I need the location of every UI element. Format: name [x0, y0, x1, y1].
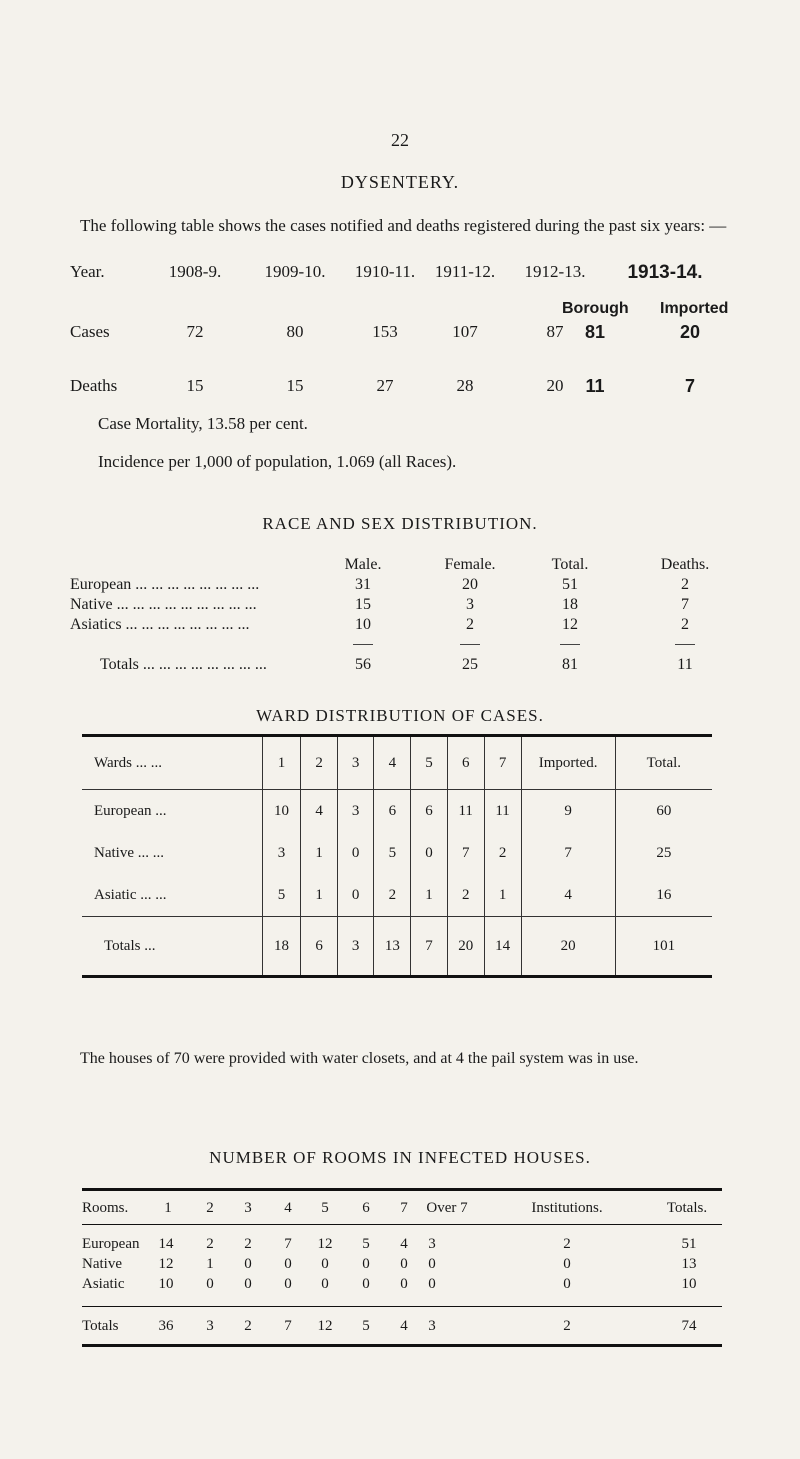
ward-cell: 14 [484, 917, 521, 977]
rooms-cell: Native [82, 1256, 122, 1272]
rooms-header: 7 [400, 1200, 408, 1216]
ward-cell: 3 [262, 832, 301, 874]
rooms-header: 2 [206, 1200, 214, 1216]
year-cell: 1910-11. [354, 262, 416, 281]
sum-rule [560, 644, 580, 645]
ward-cell: 10 [262, 790, 301, 833]
rooms-cell: 7 [284, 1318, 292, 1334]
deaths-label: Deaths [70, 376, 118, 395]
rooms-cell: 1 [206, 1256, 214, 1272]
rooms-header: 3 [244, 1200, 252, 1216]
ward-cell: 0 [411, 832, 448, 874]
rooms-cell: 3 [428, 1318, 436, 1334]
rooms-cell: 14 [158, 1236, 174, 1252]
ward-header: Wards ... ... [82, 736, 262, 790]
rooms-cell: 0 [244, 1276, 252, 1292]
ward-cell: 13 [374, 917, 411, 977]
ward-header-row [82, 736, 712, 790]
cases-label: Cases [70, 322, 110, 341]
rooms-cell: 0 [400, 1276, 408, 1292]
ward-row [82, 832, 712, 874]
ward-header: 3 [337, 736, 374, 790]
year-cell: 1911-12. [434, 262, 496, 281]
deaths-cell-imported: 7 [684, 376, 695, 396]
rooms-cell: 2 [563, 1236, 571, 1252]
ward-header: 6 [447, 736, 484, 790]
incidence: Incidence per 1,000 of population, 1.069 (all Races). [98, 452, 457, 471]
ward-cell: 7 [521, 832, 615, 874]
ward-cell: 11 [484, 790, 521, 833]
cases-cell: 80 [286, 322, 304, 341]
rooms-cell: 3 [206, 1318, 214, 1334]
ward-cell: 0 [337, 832, 374, 874]
rooms-cell: 51 [681, 1236, 697, 1252]
cases-cell: 87 [546, 322, 564, 341]
rooms-header: 1 [164, 1200, 172, 1216]
cases-cell: 72 [186, 322, 204, 341]
deaths-cell: 15 [186, 376, 204, 395]
ward-cell: 1 [301, 874, 338, 917]
race-header: Male. [344, 556, 382, 573]
rooms-cell: European [82, 1236, 140, 1252]
ward-cell: 0 [337, 874, 374, 917]
rooms-header-row [82, 1200, 722, 1220]
race-cell: 11 [677, 656, 693, 673]
race-row [0, 576, 800, 596]
rooms-cell: 0 [206, 1276, 214, 1292]
rooms-cell: 2 [244, 1236, 252, 1252]
rooms-top-rule [82, 1188, 722, 1191]
ward-cell: 6 [301, 917, 338, 977]
ward-cell: Native ... ... [94, 844, 164, 861]
ward-cell: 9 [521, 790, 615, 833]
rooms-row [82, 1236, 722, 1256]
rooms-cell: Totals [82, 1318, 119, 1334]
race-cell: 51 [562, 576, 578, 593]
rooms-cell: 12 [317, 1318, 333, 1334]
rooms-header: Institutions. [531, 1200, 603, 1216]
ward-header: 2 [301, 736, 338, 790]
rooms-cell: 10 [681, 1276, 697, 1292]
year-cell-current: 1913-14. [627, 262, 703, 283]
rooms-cell: 0 [428, 1276, 436, 1292]
deaths-cell: 20 [546, 376, 564, 395]
rooms-row [82, 1256, 722, 1276]
ward-cell: 3 [337, 790, 374, 833]
ward-cell: 2 [484, 832, 521, 874]
rooms-cell: 36 [158, 1318, 174, 1334]
houses-note: The houses of 70 were provided with water closets, and at 4 the pail system was in use. [80, 1050, 639, 1067]
race-cell: 7 [681, 596, 689, 613]
race-cell: 2 [681, 576, 689, 593]
race-cell: 2 [466, 616, 474, 633]
ward-cell: 11 [447, 790, 484, 833]
rooms-cell: 0 [563, 1276, 571, 1292]
rooms-cell: 0 [284, 1256, 292, 1272]
ward-header: 1 [262, 736, 301, 790]
rooms-cell: 7 [284, 1236, 292, 1252]
race-totals-label: Totals ... ... ... ... ... ... ... ... [100, 656, 267, 673]
rooms-cell: 74 [681, 1318, 697, 1334]
rooms-cell: 10 [158, 1276, 174, 1292]
ward-cell: Totals ... [82, 917, 262, 977]
rooms-cell: 12 [158, 1256, 174, 1272]
ward-cell: 2 [447, 874, 484, 917]
ward-cell: 1 [411, 874, 448, 917]
ward-cell: 16 [615, 874, 712, 917]
race-cell: 3 [466, 596, 474, 613]
rooms-cell: 0 [284, 1276, 292, 1292]
rooms-cell: 12 [317, 1236, 333, 1252]
ward-totals-row [82, 917, 712, 977]
race-label: European ... ... ... ... ... ... ... ... [70, 576, 260, 593]
imported-header: Imported [660, 300, 729, 317]
rooms-cell: 5 [362, 1236, 370, 1252]
race-cell: 2 [681, 616, 689, 633]
race-header: Total. [551, 556, 589, 573]
race-row [0, 616, 800, 636]
page-title: DYSENTERY. [340, 172, 460, 192]
race-label: Asiatics ... ... ... ... ... ... ... ... [70, 616, 250, 633]
ward-cell: 5 [374, 832, 411, 874]
borough-header: Borough [562, 300, 629, 317]
cases-cell-borough: 81 [584, 322, 606, 342]
race-row [0, 596, 800, 616]
deaths-cell: 28 [456, 376, 474, 395]
rooms-totals-row [82, 1318, 722, 1338]
rooms-header: 5 [321, 1200, 329, 1216]
ward-cell: 20 [521, 917, 615, 977]
rooms-bottom-rule [82, 1344, 722, 1347]
rooms-cell: 2 [206, 1236, 214, 1252]
race-cell: 15 [355, 596, 371, 613]
ward-header: 4 [374, 736, 411, 790]
ward-cell: 4 [301, 790, 338, 833]
sum-rule [353, 644, 373, 645]
race-cell: 10 [355, 616, 371, 633]
rooms-cell: Asiatic [82, 1276, 125, 1292]
rooms-row [82, 1276, 722, 1296]
case-mortality: Case Mortality, 13.58 per cent. [98, 414, 308, 433]
ward-section-title: WARD DISTRIBUTION OF CASES. [256, 706, 544, 725]
rooms-cell: 4 [400, 1236, 408, 1252]
rooms-cell: 0 [362, 1276, 370, 1292]
ward-cell: 20 [447, 917, 484, 977]
year-label: Year. [70, 262, 105, 281]
deaths-cell: 15 [286, 376, 304, 395]
ward-table [82, 734, 712, 978]
race-cell: 56 [355, 656, 371, 673]
rooms-cell: 0 [321, 1276, 329, 1292]
year-cell: 1912-13. [524, 262, 586, 281]
rooms-cell: 0 [321, 1256, 329, 1272]
race-header-row [0, 556, 800, 576]
ward-header: Imported. [521, 736, 615, 790]
rooms-cell: 13 [681, 1256, 697, 1272]
ward-cell: 3 [337, 917, 374, 977]
race-cell: 18 [562, 596, 578, 613]
ward-cell: 5 [262, 874, 301, 917]
rooms-header-rule [82, 1224, 722, 1225]
rooms-cell: 0 [428, 1256, 436, 1272]
ward-cell: 60 [615, 790, 712, 833]
sum-rule [675, 644, 695, 645]
rooms-cell: 0 [563, 1256, 571, 1272]
rooms-totals-rule [82, 1306, 722, 1307]
ward-header: 7 [484, 736, 521, 790]
intro-paragraph: The following table shows the cases notified and deaths registered during the past six years: — [80, 216, 727, 235]
rooms-header: Rooms. [82, 1200, 129, 1216]
ward-cell: 1 [301, 832, 338, 874]
race-cell: 25 [462, 656, 478, 673]
ward-row [82, 790, 712, 833]
race-cell: 31 [355, 576, 371, 593]
ward-header: 5 [411, 736, 448, 790]
year-cell: 1908-9. [168, 262, 222, 281]
years-header-row [0, 262, 800, 286]
ward-cell: 4 [521, 874, 615, 917]
cases-cell: 153 [372, 322, 398, 341]
race-section-title: RACE AND SEX DISTRIBUTION. [262, 514, 538, 533]
rooms-cell: 0 [362, 1256, 370, 1272]
race-cell: 20 [462, 576, 478, 593]
ward-cell: 25 [615, 832, 712, 874]
cases-cell: 107 [452, 322, 478, 341]
ward-header: Total. [615, 736, 712, 790]
race-cell: 12 [562, 616, 578, 633]
ward-cell: 101 [615, 917, 712, 977]
rooms-cell: 3 [428, 1236, 436, 1252]
rooms-header: 6 [362, 1200, 370, 1216]
ward-cell: 7 [411, 917, 448, 977]
rooms-cell: 4 [400, 1318, 408, 1334]
deaths-cell: 27 [376, 376, 394, 395]
rooms-cell: 5 [362, 1318, 370, 1334]
ward-cell: 2 [374, 874, 411, 917]
ward-cell: 18 [262, 917, 301, 977]
ward-cell: 1 [484, 874, 521, 917]
ward-cell: 7 [447, 832, 484, 874]
cases-row [0, 322, 800, 346]
deaths-cell-borough: 11 [585, 376, 605, 396]
rooms-header: 4 [284, 1200, 292, 1216]
rooms-section-title: NUMBER OF ROOMS IN INFECTED HOUSES. [209, 1148, 591, 1167]
rooms-cell: 0 [400, 1256, 408, 1272]
ward-cell: Asiatic ... ... [94, 886, 167, 903]
ward-cell: 6 [411, 790, 448, 833]
rooms-cell: 2 [244, 1318, 252, 1334]
race-label: Native ... ... ... ... ... ... ... ... ... [70, 596, 257, 613]
rooms-cell: 0 [244, 1256, 252, 1272]
sum-rule [460, 644, 480, 645]
page-number: 22 [391, 130, 409, 150]
cases-cell-imported: 20 [679, 322, 701, 342]
ward-row [82, 874, 712, 917]
rooms-header: Over 7 [426, 1200, 468, 1216]
ward-cell: 6 [374, 790, 411, 833]
rooms-cell: 2 [563, 1318, 571, 1334]
race-header: Deaths. [660, 556, 710, 573]
race-header: Female. [444, 556, 496, 573]
race-totals-row [0, 656, 800, 676]
year-cell: 1909-10. [264, 262, 326, 281]
deaths-row [0, 376, 800, 400]
race-cell: 81 [562, 656, 578, 673]
ward-cell: European ... [94, 802, 167, 819]
rooms-header: Totals. [666, 1200, 708, 1216]
